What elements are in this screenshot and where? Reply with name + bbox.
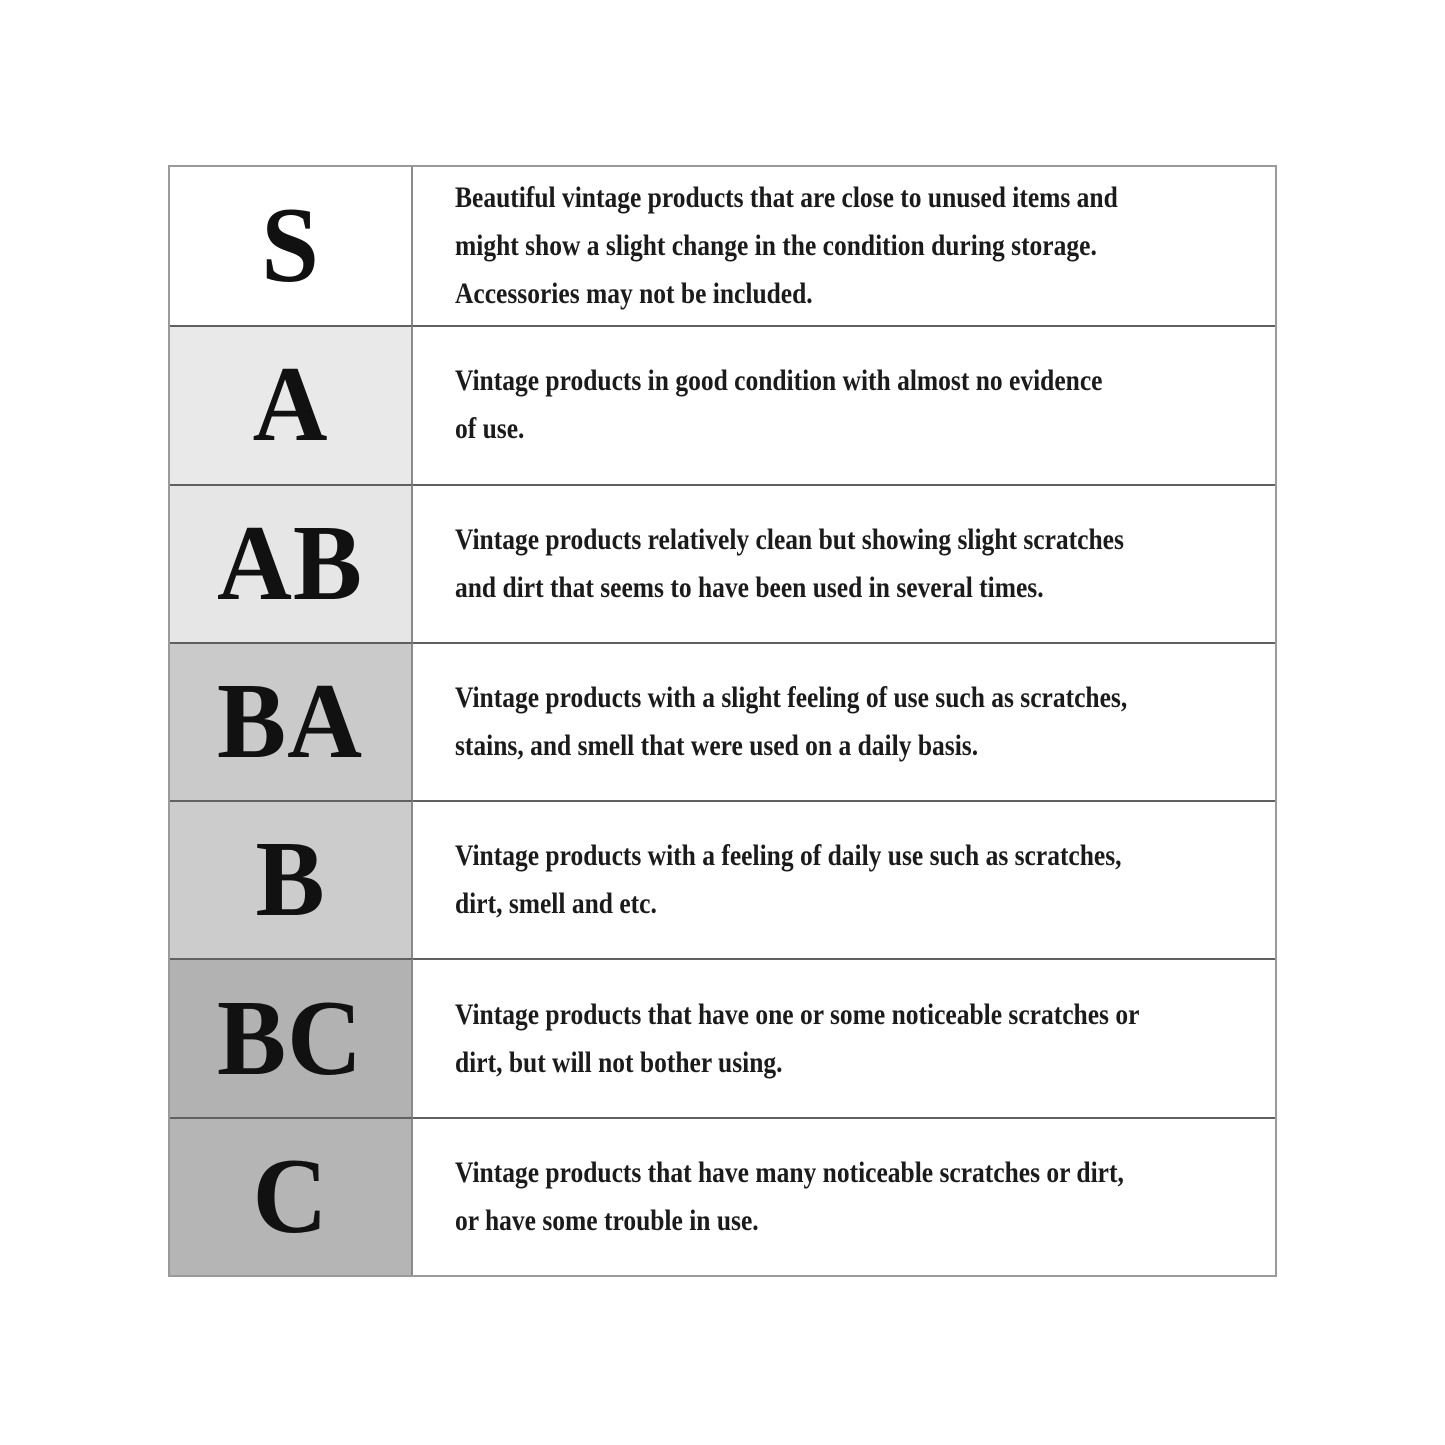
description-line: Vintage products with a slight feeling of use such as scratches, <box>455 680 1128 714</box>
description-line: and dirt that seems to have been used in several times. <box>455 570 1044 604</box>
grade-label: C <box>252 1136 329 1256</box>
grade-description <box>455 516 1124 612</box>
grade-cell <box>170 325 413 483</box>
grade-cell <box>170 1117 413 1275</box>
grade-description-cell <box>413 325 1275 483</box>
description-line: Vintage products that have one or some noticeable scratches or <box>455 997 1140 1031</box>
description-line: Vintage products in good condition with almost no evidence <box>455 364 1103 398</box>
grade-description <box>455 357 1102 453</box>
grade-description <box>455 991 1139 1087</box>
grade-label: AB <box>217 503 364 623</box>
grade-description-cell <box>413 484 1275 642</box>
description-line: stains, and smell that were used on a daily basis. <box>455 728 979 762</box>
grade-description-cell <box>413 167 1275 325</box>
grade-description <box>455 674 1127 770</box>
grade-description-cell <box>413 642 1275 800</box>
description-line: Vintage products with a feeling of daily use such as scratches, <box>455 839 1122 873</box>
grade-label: A <box>252 345 329 465</box>
description-line: of use. <box>455 412 525 446</box>
grade-label: B <box>255 820 326 940</box>
description-line: might show a slight change in the condition during storage. <box>455 229 1097 263</box>
grade-label: BA <box>217 661 364 781</box>
grade-label: S <box>261 186 320 306</box>
grade-cell <box>170 642 413 800</box>
description-line: Beautiful vintage products that are close to unused items and <box>455 181 1118 215</box>
description-line: dirt, but will not bother using. <box>455 1045 783 1079</box>
grade-description <box>455 174 1118 318</box>
grade-label: BC <box>217 978 364 1098</box>
grade-description <box>455 1149 1124 1245</box>
grade-description-cell <box>413 958 1275 1116</box>
description-line: or have some trouble in use. <box>455 1203 759 1237</box>
grade-description-cell <box>413 800 1275 958</box>
description-line: Accessories may not be included. <box>455 277 813 311</box>
description-line: dirt, smell and etc. <box>455 887 657 921</box>
grade-cell <box>170 484 413 642</box>
condition-grade-table <box>168 165 1277 1277</box>
description-line: Vintage products that have many noticeable scratches or dirt, <box>455 1155 1124 1189</box>
grade-description-cell <box>413 1117 1275 1275</box>
grade-cell <box>170 167 413 325</box>
description-line: Vintage products relatively clean but showing slight scratches <box>455 522 1124 556</box>
grade-cell <box>170 800 413 958</box>
grade-description <box>455 832 1122 928</box>
grade-cell <box>170 958 413 1116</box>
